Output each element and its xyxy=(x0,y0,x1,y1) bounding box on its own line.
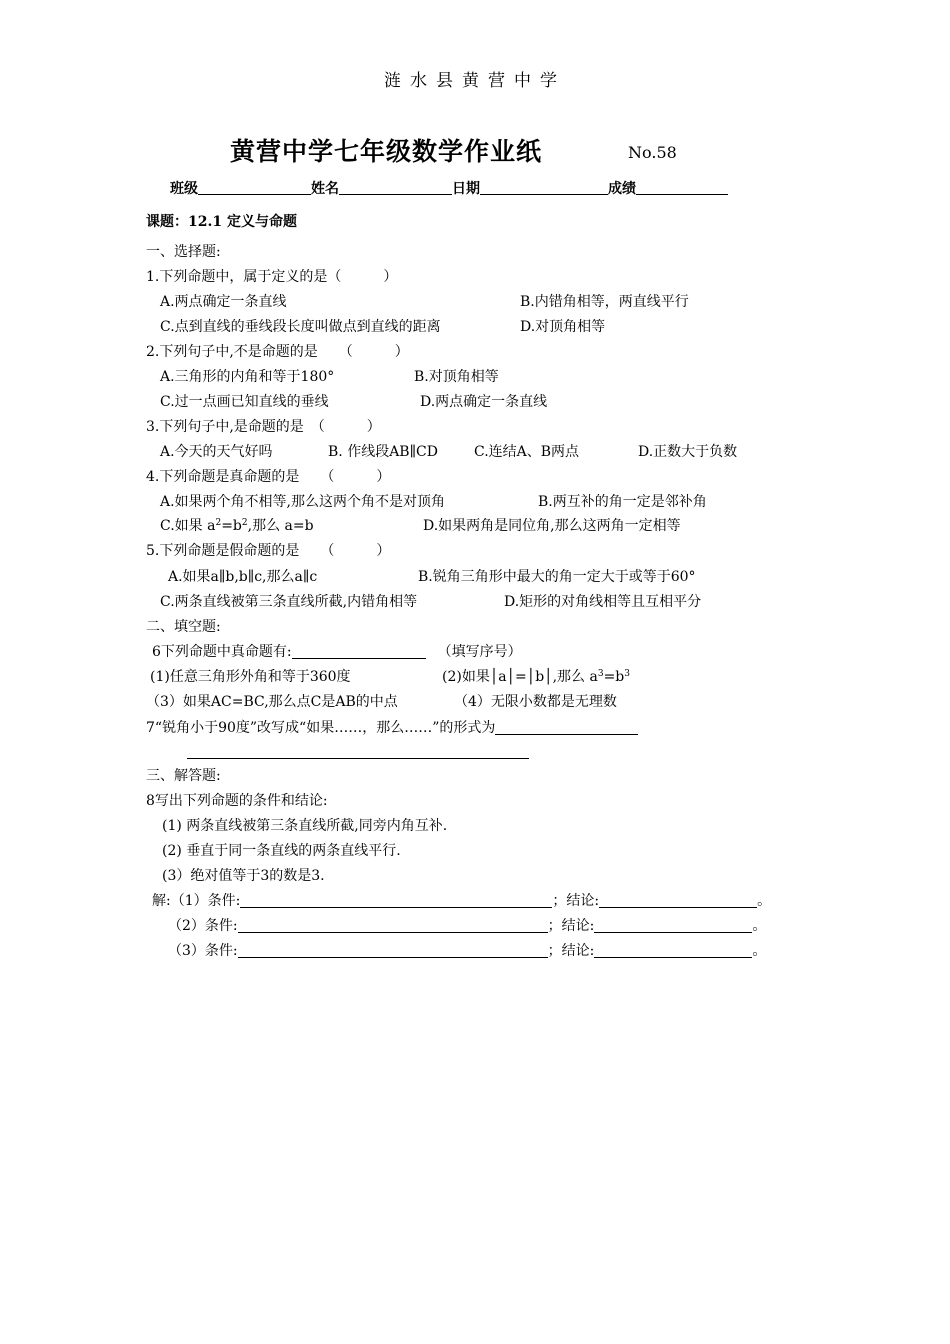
answer-2-period: 。 xyxy=(752,918,767,934)
solve-label: 解: xyxy=(152,893,171,909)
q6-hint: （填写序号） xyxy=(437,644,522,660)
answer-3-condition-label: （3）条件: xyxy=(168,943,238,959)
score-label: 成绩 xyxy=(608,181,636,197)
q1-option-d: D.对顶角相等 xyxy=(520,319,606,335)
answer-3-condition-blank[interactable] xyxy=(238,943,548,958)
q7-stem: 7“锐角小于90度”改写成“如果……，那么……”的形式为 xyxy=(146,720,496,736)
q3-option-d: D.正数大于负数 xyxy=(638,444,738,460)
answer-2-condition-label: （2）条件: xyxy=(168,918,238,934)
q7-answer-blank-1[interactable] xyxy=(495,720,638,735)
q8-proposition-2: (2) 垂直于同一条直线的两条直线平行. xyxy=(162,843,401,859)
q6-answer-blank[interactable] xyxy=(292,644,426,659)
answer-2-condition-blank[interactable] xyxy=(238,918,548,933)
section-answer-title: 三、解答题: xyxy=(146,768,221,784)
school-header: 涟水县黄营中学 xyxy=(384,71,566,91)
q7-stem-row xyxy=(146,718,638,738)
q4-c-exponent-2: 2 xyxy=(241,518,248,528)
q4-stem: 4.下列命题是真命题的是 （ ） xyxy=(146,469,391,485)
class-field[interactable] xyxy=(198,180,311,195)
class-label: 班级 xyxy=(170,181,198,197)
q5-option-d: D.矩形的对角线相等且互相平分 xyxy=(504,594,702,610)
q4-option-b: B.两互补的角一定是邻补角 xyxy=(538,494,707,510)
q7-answer-blank-2[interactable] xyxy=(187,758,529,759)
answer-2-separator: ； xyxy=(547,918,562,934)
q8-proposition-1: (1) 两条直线被第三条直线所截,同旁内角互补. xyxy=(162,818,448,834)
answer-1-separator: ； xyxy=(552,893,567,909)
answer-3-conclusion-label: 结论: xyxy=(561,943,595,959)
q4-option-d: D.如果两角是同位角,那么这两角一定相等 xyxy=(423,518,681,534)
worksheet-title: 黄营中学七年级数学作业纸 xyxy=(230,137,543,166)
answer-1-condition-blank[interactable] xyxy=(240,893,552,908)
q8-stem: 8写出下列命题的条件和结论: xyxy=(146,793,328,809)
q2-option-b: B.对顶角相等 xyxy=(414,369,499,385)
q6-item-2-text-2: =b xyxy=(603,669,625,685)
q5-option-a: A.如果a∥b,b∥c,那么a∥c xyxy=(168,569,318,585)
section-choice-title: 一、选择题: xyxy=(146,244,221,260)
q6-item-1: (1)任意三角形外角和等于360度 xyxy=(150,669,351,685)
q8-proposition-3: (3）绝对值等于3的数是3. xyxy=(162,868,325,884)
q6-item-3: （3）如果AC=BC,那么点C是AB的中点 xyxy=(146,694,398,710)
q6-item-2-exponent-2: 3 xyxy=(624,669,631,679)
q4-c-text-3: ,那么 a=b xyxy=(247,518,314,534)
q3-option-c: C.连结A、B两点 xyxy=(474,444,580,460)
q6-item-2-exponent-1: 3 xyxy=(597,669,604,679)
answer-1-period: 。 xyxy=(757,893,772,909)
answer-2-conclusion-blank[interactable] xyxy=(594,918,752,933)
q5-option-c: C.两条直线被第三条直线所截,内错角相等 xyxy=(160,594,418,610)
lesson-topic: 课题：12.1 定义与命题 xyxy=(146,214,297,230)
date-label: 日期 xyxy=(452,181,480,197)
q1-option-c: C.点到直线的垂线段长度叫做点到直线的距离 xyxy=(160,319,441,335)
answer-1-condition-label: （1）条件: xyxy=(170,893,241,909)
answer-1-conclusion-label: 结论: xyxy=(566,893,600,909)
q2-stem: 2.下列句子中,不是命题的是 （ ） xyxy=(146,344,409,360)
answer-row-3 xyxy=(168,941,766,961)
answer-3-period: 。 xyxy=(752,943,767,959)
q3-stem: 3.下列句子中,是命题的是 （ ） xyxy=(146,419,381,435)
answer-3-separator: ； xyxy=(547,943,562,959)
q6-item-2 xyxy=(442,667,630,687)
worksheet-number: No.58 xyxy=(628,143,677,162)
answer-2-conclusion-label: 结论: xyxy=(561,918,595,934)
q4-c-text-1: C.如果 a xyxy=(160,518,216,534)
q6-item-4: （4）无限小数都是无理数 xyxy=(454,694,617,710)
q2-option-c: C.过一点画已知直线的垂线 xyxy=(160,394,329,410)
q4-option-a: A.如果两个角不相等,那么这两个角不是对顶角 xyxy=(160,494,446,510)
q5-option-b: B.锐角三角形中最大的角一定大于或等于60° xyxy=(418,569,696,585)
answer-3-conclusion-blank[interactable] xyxy=(594,943,752,958)
section-fill-title: 二、填空题: xyxy=(146,619,221,635)
date-field[interactable] xyxy=(480,180,608,195)
q4-c-text-2: =b xyxy=(221,518,242,534)
answer-1-conclusion-blank[interactable] xyxy=(599,893,757,908)
answer-row-2 xyxy=(168,916,766,936)
q3-option-a: A.今天的天气好吗 xyxy=(160,444,273,460)
q5-stem: 5.下列命题是假命题的是 （ ） xyxy=(146,543,391,559)
answer-row-1 xyxy=(152,891,771,911)
name-field[interactable] xyxy=(339,180,452,195)
student-info-row xyxy=(170,178,728,198)
score-field[interactable] xyxy=(636,180,728,195)
q4-option-c xyxy=(160,516,314,536)
q2-option-a: A.三角形的内角和等于180° xyxy=(160,369,335,385)
q1-option-a: A.两点确定一条直线 xyxy=(160,294,287,310)
q6-stem-row xyxy=(152,642,522,662)
q3-option-b: B. 作线段AB∥CD xyxy=(328,444,438,460)
q1-option-b: B.内错角相等，两直线平行 xyxy=(520,294,689,310)
q6-stem: 6下列命题中真命题有: xyxy=(152,644,292,660)
q2-option-d: D.两点确定一条直线 xyxy=(420,394,548,410)
q4-c-exponent-1: 2 xyxy=(215,518,222,528)
q6-item-2-text-1: (2)如果│a│=│b│,那么 a xyxy=(442,669,598,685)
name-label: 姓名 xyxy=(311,181,339,197)
q1-stem: 1.下列命题中，属于定义的是（ ） xyxy=(146,269,398,285)
